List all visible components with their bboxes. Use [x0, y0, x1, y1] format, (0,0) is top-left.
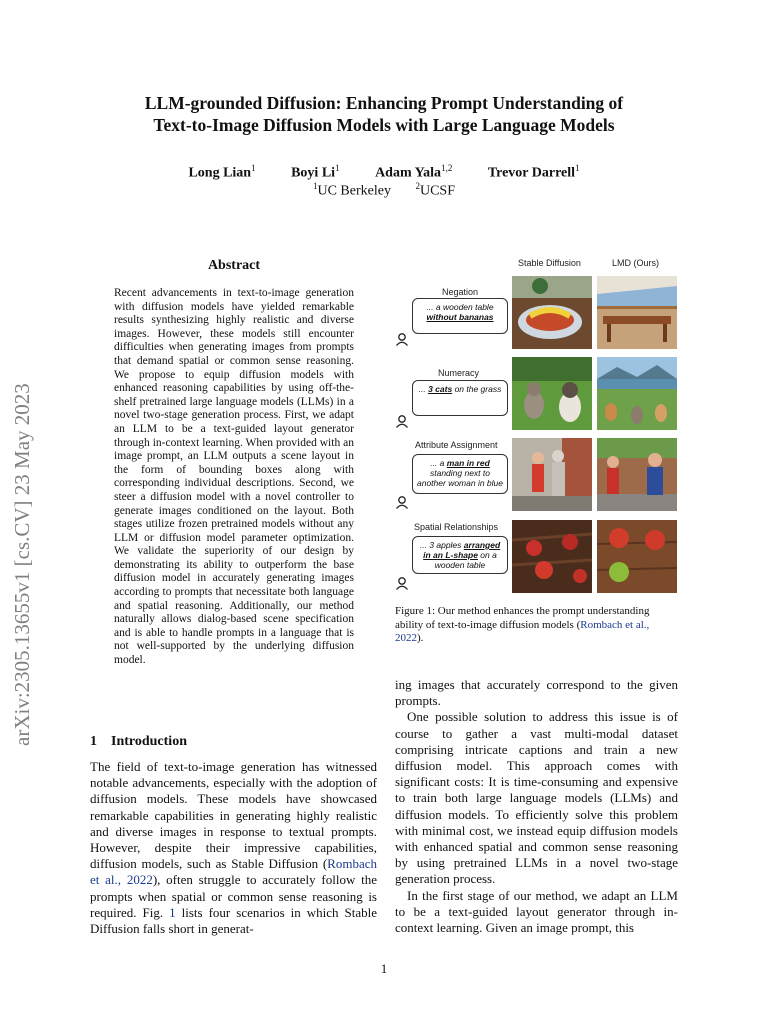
paper-title [60, 92, 708, 136]
arxiv-identifier: arXiv:2305.13655v1 [cs.CV] 23 May 2023 [10, 383, 34, 746]
stable-diffusion-image [512, 276, 592, 349]
lmd-image [597, 520, 677, 593]
figure-row-label: Negation [442, 287, 479, 297]
lmd-image [597, 438, 677, 511]
author: Adam Yala$^{1,2}$ [375, 163, 453, 181]
lmd-image [597, 276, 677, 349]
user-icon [395, 332, 409, 346]
paragraph: In the first stage of our method, we adapt an LLM to be a text-guided layout generator through in-context learning. Given an image prompt, this [395, 887, 678, 936]
author-list [0, 163, 768, 182]
author: Boyi Li$^1$ [291, 163, 340, 181]
author: Trevor Darrell$^1$ [487, 163, 580, 181]
figure-column-header: Stable Diffusion [518, 258, 581, 268]
prompt-bubble: ... 3 apples arranged in an L-shape on a wooden table [412, 536, 508, 574]
figure-caption: Figure 1: Our method enhances the prompt understanding ability of text-to-image diffusion models (Rombach et al., 2022). [395, 605, 650, 644]
title-line-2: Text-to-Image Diffusion Models with Large Language Models [153, 115, 615, 135]
affiliations: $^1$UC Berkeley $^2$UCSF [312, 181, 455, 199]
section-heading-introduction: 1 Introduction [90, 734, 187, 749]
figure-column-header: LMD (Ours) [612, 258, 659, 268]
page-number: 1 [380, 961, 388, 976]
citation-link[interactable]: Rombach et al., 2022 [395, 618, 650, 644]
citation-link[interactable]: Rombach et al., 2022 [90, 856, 377, 888]
stable-diffusion-image [512, 357, 592, 430]
intro-right-column [395, 677, 678, 936]
prompt-bubble: ... a man in red standing next to another woman in blue [412, 454, 508, 494]
prompt-bubble: ... 3 cats on the grass [412, 380, 508, 416]
user-icon [395, 576, 409, 590]
abstract-heading: Abstract [207, 258, 261, 273]
paragraph: ing images that accurately correspond to the given prompts. [395, 677, 678, 709]
figure-row-label: Numeracy [438, 368, 480, 378]
figure-row-label: Attribute Assignment [415, 440, 498, 450]
author: Long Lian$^1$ [188, 163, 256, 181]
stable-diffusion-image [512, 520, 592, 593]
figure-row-label: Spatial Relationships [414, 522, 499, 532]
abstract-text: Recent advancements in text-to-image generation with diffusion models have yielded remarkable results synthesizing highly realistic and diverse images. However, these models still encounter difficulties when generating images from prompts that demand spatial or common sense reasoning. We propose to equip diffusion models with enhanced reasoning capabilities by using off-the-shelf pretrained large language models (LLMs) in a novel two-stage generation process. First, we adapt an LLM to be a text-guided layout generator through in-context learning. When provided with an image prompt, an LLM outputs a scene layout in the form of bounding boxes along with corresponding individual descriptions. Second, we steer a diffusion model with a novel controller to generate images conditioned on the layout. Both stages utilize frozen pretrained models without any LLM or diffusion model parameter optimization. We validate the superiority of our design by demonstrating its ability to outperform the base diffusion model in accurately generating images according to prompts that necessitate both language and spatial reasoning. Additionally, our method naturally allows dialog-based scene specification and is able to handle prompts in a language that is not well-supported by the underlying diffusion model. [114, 287, 354, 667]
title-line-1: LLM-grounded Diffusion: Enhancing Prompt Understanding of [144, 93, 624, 113]
lmd-image [597, 357, 677, 430]
stable-diffusion-image [512, 438, 592, 511]
user-icon [395, 495, 409, 509]
intro-left-column: The field of text-to-image generation has witnessed notable advancements, especially with the adoption of diffusion models. These models have showcased remarkable capabilities in generating highly realistic and diverse images in response to textual prompts. However, despite their impressive capabilities, diffusion models, such as Stable Diffusion (Rombach et al., 2022), often struggle to accurately follow the prompts when spatial or common sense reasoning is required. Fig. 1 lists four scenarios in which Stable Diffusion falls short in generat- [90, 759, 378, 937]
figure-reference-link[interactable]: 1 [169, 904, 176, 920]
paragraph: One possible solution to address this issue is of course to gather a vast multi-modal dataset comprising intricate captions and train a new diffusion model. This approach comes with significant costs: It is time-consuming and expensive to train both large language models (LLMs) and diffusion models. To efficiently solve this problem with minimal cost, we instead equip diffusion models with enhanced spatial and common sense reasoning by using pretrained LLMs in a novel two-stage generation process. [395, 709, 678, 887]
prompt-bubble: ... a wooden table without bananas [412, 298, 508, 334]
user-icon [395, 414, 409, 428]
